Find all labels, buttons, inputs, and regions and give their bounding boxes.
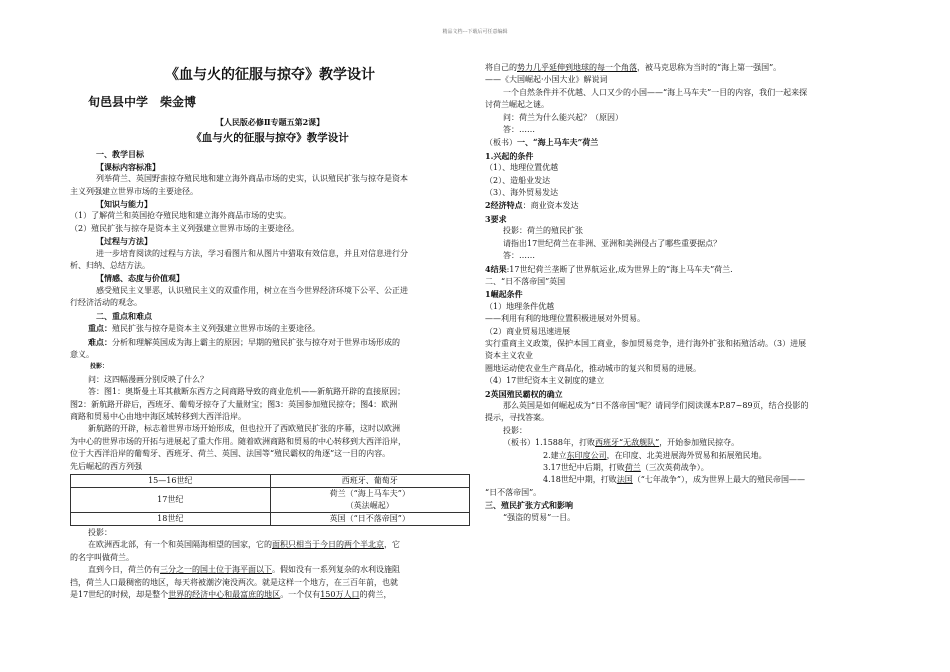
text-run: 。假如没有一系列复杂的水利设施阻 bbox=[272, 565, 400, 575]
para-3-line-2: 挡，荷兰人口最稠密的地区，每天将被潮汐淹没两次。就是这样一个地方，在三百年前，也就 bbox=[70, 577, 398, 587]
projection-dutch: 投影：荷兰的殖民扩张 bbox=[503, 226, 583, 236]
text-run: 3.17世纪中后期，打败 bbox=[543, 463, 625, 472]
answer-1-line-2: 图2：新航路开辟后，西班牙、葡萄牙掠夺了大量财宝；图3：英国参加殖民掠夺；图4：欧洲 bbox=[70, 399, 398, 409]
britain-cond-4: （4）17世纪资本主义制度的建立 bbox=[485, 376, 605, 386]
hegemony-question-2: 提示，寻找答案。 bbox=[485, 413, 549, 423]
text-run: （板书） bbox=[485, 138, 517, 148]
projection-label-3: 投影： bbox=[503, 425, 527, 435]
underlined-text: 荷兰 bbox=[624, 463, 641, 472]
process-text: 进一步培育阅读的过程与方法，学习看图片和从图片中猎取有效信息，并且对信息进行分 bbox=[96, 248, 408, 258]
question-1: 问：这四幅漫画分别反映了什么？ bbox=[88, 374, 208, 384]
requirement-heading: 3要求 bbox=[485, 213, 507, 224]
header-note: 精品文档---下载后可任意编辑 bbox=[442, 29, 508, 35]
bold-label: 4结果 bbox=[485, 263, 507, 274]
robber-trade: “强盗的贸易”一目。 bbox=[503, 512, 576, 522]
edition-note: 【人民版必修Ⅱ专题五第2课】 bbox=[215, 117, 325, 127]
text-run: 的荷兰， bbox=[359, 590, 392, 599]
para-1-line-2: 为中心的世界市场的开拓与进展起了重大作用。随着欧洲商路和贸易的中心转移到大西洋沿岸， bbox=[70, 436, 406, 446]
difficulty-text: 分析和理解英国成为海上霸主的原因；早期的殖民扩张与掠夺对于世界市场形成的 bbox=[112, 337, 400, 347]
underlined-text: 世界的经济中心和最富庶的地区 bbox=[168, 590, 281, 599]
text-run: （板书）1.1588年，打败 bbox=[503, 438, 595, 448]
author-line: 旬邑县中学 柴金博 bbox=[88, 95, 197, 109]
britain-cond-1: （1）地理条件优越 bbox=[485, 301, 555, 311]
para-2 bbox=[70, 539, 470, 551]
bold-label: 2经济特点 bbox=[485, 200, 523, 211]
text-run: 在欧洲西北部，有一个和英国隔海相望的国家，它的 bbox=[88, 540, 272, 550]
para-3-line-3 bbox=[70, 589, 470, 601]
right-column bbox=[485, 62, 880, 524]
process-text-2: 析、归纳、总结方法。 bbox=[70, 261, 150, 271]
section-3-heading: 三、殖民扩张方式和影响 bbox=[485, 500, 573, 511]
text-run: 4.18世纪中期，打败 bbox=[543, 475, 617, 485]
document-subtitle: 《血与火的征服与掠夺》教学设计 bbox=[191, 132, 349, 145]
britain-cond-3: 资本主义农业 bbox=[485, 351, 533, 361]
standards-heading: 【课标内容标准】 bbox=[96, 161, 160, 172]
text-run: 将自己的 bbox=[485, 63, 517, 72]
table-cell: 17世纪 bbox=[71, 487, 271, 512]
condition-2: （2）、造船业发达 bbox=[485, 175, 551, 185]
section-2-heading: 二、重点和难点 bbox=[96, 310, 152, 321]
table-cell bbox=[270, 487, 470, 512]
board-item-3 bbox=[485, 462, 880, 474]
underlined-text: 势力几乎延伸到地球的每一个角落 bbox=[517, 63, 637, 72]
difficulty-text-2: 意义。 bbox=[70, 349, 94, 359]
question-dutch: 请指出17世纪荷兰在非洲、亚洲和美洲侵占了哪些重要据点？ bbox=[503, 238, 722, 248]
text-run: （三次英荷战争）。 bbox=[640, 463, 709, 472]
text-run: ，开始参加殖民掠夺。 bbox=[659, 438, 740, 448]
answer-placeholder: 答：…… bbox=[503, 125, 535, 135]
emotion-heading: 【情感、态度与价值观】 bbox=[96, 273, 184, 284]
left-column bbox=[70, 62, 470, 601]
text-run: 2.建立 bbox=[543, 450, 567, 460]
emotion-text: 感受殖民主义罪恶，认识殖民主义的双重作用，树立在当今世界经济环境下公平、公正进 bbox=[96, 285, 408, 295]
r-line-3: 一个自然条件并不优越、人口又少的小国——“海上马车夫”一目的内容，我们一起来探 bbox=[503, 87, 808, 97]
para-1-line-3: 位于大西洋沿岸的葡萄牙、西班牙、荷兰、英国、法国等“殖民霸权的角逐”这一目的内容。 bbox=[70, 449, 391, 459]
knowledge-item-2: （2）殖民扩张与掠夺是资本主义列强建立世界市场的主要途径。 bbox=[70, 223, 300, 233]
table-caption: 先后崛起的西方列强 bbox=[70, 461, 142, 471]
text-run: :17世纪荷兰垄断了世界航运业,成为世界上的“海上马车夫”荷兰. bbox=[506, 264, 733, 274]
table-cell: 英国（“日不落帝国”） bbox=[270, 512, 470, 525]
section-heading: 一、“海上马车夫”荷兰 bbox=[517, 137, 599, 148]
board-item-1 bbox=[485, 437, 880, 449]
quote-source: ——《大国崛起·小国大业》解说词 bbox=[485, 75, 608, 85]
standards-text-2: 主义列强建立世界市场的主要途径。 bbox=[70, 186, 198, 196]
text-run: 是17世纪的时候，却是整个 bbox=[70, 590, 169, 599]
britain-cond-2-text: 实行重商主义政策，保护本国工商业，参加贸易竞争，进行海外扩张和拓殖活动。（3）进展 bbox=[485, 338, 807, 348]
r-line-1 bbox=[485, 62, 880, 74]
economic-feature bbox=[485, 199, 880, 212]
text-run: 。一个仅有 bbox=[280, 590, 321, 599]
difficulty-label: 难点： bbox=[88, 336, 112, 347]
projection-label-2: 投影： bbox=[88, 527, 112, 537]
table-cell-line: （英法崛起） bbox=[345, 500, 394, 510]
britain-cond-1-text: ——利用有利的地理位置积极进展对外贸易。 bbox=[485, 314, 645, 324]
underlined-text: 东印度公司 bbox=[566, 450, 607, 460]
table-row bbox=[71, 474, 470, 487]
text-run: 直到今日，荷兰仍有 bbox=[88, 565, 160, 575]
text-run: ，被马克思称为当时的“海上第一强国”。 bbox=[637, 63, 782, 72]
underlined-text: 面积只相当于今日的两个半北京 bbox=[272, 540, 384, 550]
table-cell: 15—16世纪 bbox=[71, 474, 271, 487]
condition-1: （1）、地理位置优越 bbox=[485, 163, 559, 173]
knowledge-item-1: （1）了解荷兰和英国抢夺殖民地和建立海外商品市场的史实。 bbox=[70, 211, 292, 221]
underlined-text: 150万人口 bbox=[320, 590, 360, 599]
section-1-heading: 一、教学目标 bbox=[96, 149, 144, 160]
projection-label-1: 投影： bbox=[90, 363, 109, 371]
key-point bbox=[70, 322, 470, 335]
text-run: ，在印度、北美进展海外贸易和拓展殖民地。 bbox=[606, 450, 767, 460]
underlined-text: 西班牙“无敌舰队” bbox=[595, 438, 660, 448]
result-line bbox=[485, 263, 880, 276]
britain-cond-2: （2）商业贸易迅速进展 bbox=[485, 326, 571, 336]
answer-dutch: 答：…… bbox=[503, 251, 535, 261]
table-cell-line: 荷兰（“海上马车夫”） bbox=[329, 488, 410, 498]
para-3 bbox=[70, 564, 470, 576]
knowledge-heading: 【知识与能力】 bbox=[96, 199, 152, 210]
table-row bbox=[71, 487, 470, 512]
board-item-4 bbox=[485, 474, 880, 486]
key-text: 殖民扩张与掠夺是资本主义列强建立世界市场的主要途径。 bbox=[112, 324, 320, 334]
para-1: 新航路的开辟，标志着世界市场开始形成，但也拉开了西欧殖民扩张的序幕，这时以欧洲 bbox=[88, 424, 400, 434]
document-title: 《血与火的征服与掠夺》教学设计 bbox=[165, 67, 375, 83]
powers-table bbox=[70, 474, 470, 526]
board-heading-1 bbox=[485, 136, 880, 149]
hegemony-heading: 2英国殖民霸权的确立 bbox=[485, 388, 563, 399]
underlined-text: 三分之一的国土位于海平面以下 bbox=[160, 565, 272, 575]
hegemony-question: 那么英国是如何崛起成为“日不落帝国”呢？请同学们阅读课本P.87~89页，结合投影的 bbox=[503, 400, 809, 410]
britain-cond-3-text: 圈地运动使农业生产商品化，推动城市的复兴和贸易的进展。 bbox=[485, 363, 701, 373]
section-britain: 二、“日不落帝国”英国 bbox=[485, 276, 566, 286]
board-item-2 bbox=[485, 450, 880, 462]
table-cell: 18世纪 bbox=[71, 512, 271, 525]
underlined-text: 法国 bbox=[616, 475, 633, 485]
rise-conditions-heading: 1.兴起的条件 bbox=[485, 150, 534, 161]
r-line-4: 讨荷兰崛起之谜。 bbox=[485, 100, 549, 110]
emotion-text-2: 行经济活动的观念。 bbox=[70, 298, 142, 308]
difficulty bbox=[70, 336, 470, 349]
text-run: （“七年战争”），成为世界上最大的殖民帝国—— bbox=[632, 475, 805, 485]
answer-1: 答：图1：奥斯曼土耳其截断东西方之间商路导致的商业危机——新航路开辟的直接原因； bbox=[88, 387, 406, 397]
answer-1-line-3: 商路和贸易中心由地中海区域转移到大西洋沿岸。 bbox=[70, 411, 246, 421]
key-label: 重点： bbox=[88, 323, 112, 334]
process-heading: 【过程与方法】 bbox=[96, 236, 152, 247]
question-why: 问：荷兰为什么能兴起？（原因） bbox=[503, 112, 623, 122]
text-run: ：商业资本发达 bbox=[522, 201, 579, 211]
text-run: ，它 bbox=[384, 540, 400, 550]
board-item-4-cont: “日不落帝国”。 bbox=[485, 487, 542, 497]
standards-text: 列举荷兰、英国野蛮掠夺殖民地和建立海外商品市场的史实，认识殖民扩张与掠夺是资本 bbox=[96, 174, 408, 184]
para-2-line-2: 的名字叫做荷兰。 bbox=[70, 552, 134, 562]
table-cell: 西班牙、葡萄牙 bbox=[270, 474, 470, 487]
rise-conditions-2: 1崛起条件 bbox=[485, 289, 523, 300]
table-row bbox=[71, 512, 470, 525]
condition-3: （3）、海外贸易发达 bbox=[485, 188, 559, 198]
